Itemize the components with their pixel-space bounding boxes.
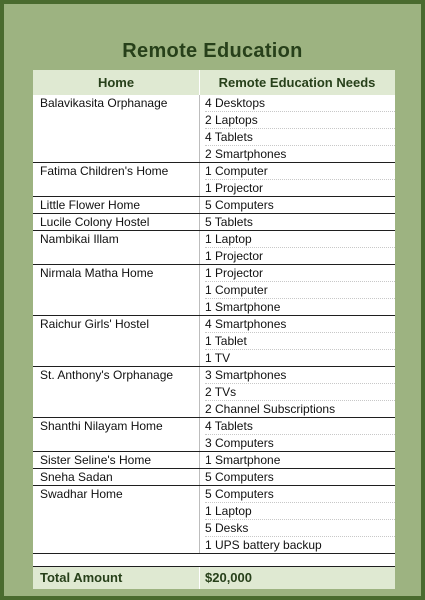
- table-row: [33, 214, 395, 231]
- column-header-needs: Remote Education Needs: [218, 75, 376, 90]
- column-divider: [199, 367, 200, 417]
- need-item: 2 TVs: [205, 384, 395, 401]
- home-name: Lucile Colony Hostel: [40, 215, 150, 229]
- need-item: 1 Smartphone: [205, 453, 281, 467]
- column-divider: [199, 418, 200, 451]
- need-item: 1 Tablet: [205, 333, 395, 350]
- column-divider: [199, 316, 200, 366]
- home-name: Fatima Children's Home: [40, 164, 169, 178]
- page-frame: [4, 4, 421, 596]
- column-divider: [199, 265, 200, 315]
- need-item: 5 Tablets: [205, 215, 253, 229]
- table-body: [33, 95, 395, 554]
- table-header: [33, 70, 395, 95]
- home-name: Nambikai Illam: [40, 232, 119, 246]
- need-item: 1 Laptop: [205, 231, 395, 248]
- column-divider: [199, 214, 200, 230]
- need-item: 5 Desks: [205, 520, 395, 537]
- needs-table: [33, 70, 395, 588]
- need-item: 3 Computers: [205, 436, 274, 450]
- need-item: 1 UPS battery backup: [205, 538, 322, 552]
- home-name: Swadhar Home: [40, 487, 123, 501]
- table-row: [33, 316, 395, 367]
- page-title: Remote Education: [122, 40, 303, 62]
- column-divider: [199, 452, 200, 468]
- home-name: Sister Seline's Home: [40, 453, 151, 467]
- need-item: 4 Desktops: [205, 95, 395, 112]
- total-divider: [199, 567, 200, 589]
- column-header-home: Home: [97, 75, 135, 90]
- need-item: 2 Channel Subscriptions: [205, 402, 336, 416]
- home-name: Balavikasita Orphanage: [40, 96, 168, 110]
- home-name: Nirmala Matha Home: [40, 266, 154, 280]
- table-row: [33, 367, 395, 418]
- total-value: $20,000: [205, 570, 252, 585]
- need-item: 5 Computers: [205, 470, 274, 484]
- home-name: Raichur Girls' Hostel: [40, 317, 149, 331]
- table-row: [33, 452, 395, 469]
- table-row: [33, 197, 395, 214]
- total-row: [33, 566, 395, 589]
- need-item: 5 Computers: [205, 198, 274, 212]
- table-row: [33, 95, 395, 163]
- home-name: St. Anthony's Orphanage: [40, 368, 174, 382]
- need-item: 1 Computer: [205, 282, 395, 299]
- need-item: 1 Laptop: [205, 503, 395, 520]
- need-item: 4 Tablets: [205, 129, 395, 146]
- column-divider: [199, 231, 200, 264]
- home-name: Little Flower Home: [40, 198, 141, 212]
- column-divider: [199, 163, 200, 196]
- column-divider: [199, 469, 200, 485]
- need-item: 4 Smartphones: [205, 316, 395, 333]
- total-label: Total Amount: [40, 570, 123, 585]
- column-divider: [199, 95, 200, 162]
- column-divider: [199, 486, 200, 553]
- need-item: 5 Computers: [205, 486, 395, 503]
- need-item: 1 Projector: [205, 181, 264, 195]
- column-divider: [199, 197, 200, 213]
- need-item: 2 Laptops: [205, 112, 395, 129]
- table-row: [33, 265, 395, 316]
- need-item: 1 TV: [205, 351, 231, 365]
- need-item: 1 Projector: [205, 249, 264, 263]
- table-row: [33, 469, 395, 486]
- table-row: [33, 231, 395, 265]
- need-item: 2 Smartphones: [205, 147, 287, 161]
- home-name: Sneha Sadan: [40, 470, 113, 484]
- need-item: 1 Computer: [205, 163, 395, 180]
- table-row: [33, 418, 395, 452]
- table-row: [33, 486, 395, 554]
- need-item: 4 Tablets: [205, 418, 395, 435]
- need-item: 1 Projector: [205, 265, 395, 282]
- table-row: [33, 163, 395, 197]
- need-item: 1 Smartphone: [205, 300, 281, 314]
- home-name: Shanthi Nilayam Home: [40, 419, 163, 433]
- need-item: 3 Smartphones: [205, 367, 395, 384]
